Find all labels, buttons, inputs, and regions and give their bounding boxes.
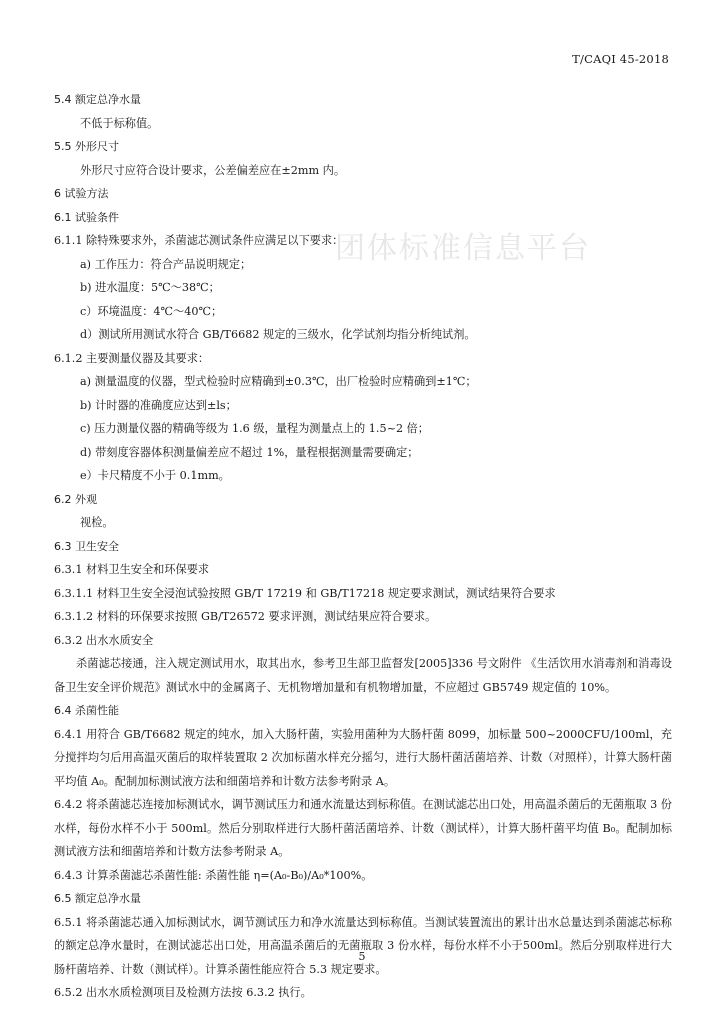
- list-item: d）测试所用测试水符合 GB/T6682 规定的三级水，化学试剂均指分析纯试剂。: [80, 328, 476, 341]
- list-item: b) 进水温度：5℃～38℃；: [80, 281, 220, 294]
- section-heading: 6.5 额定总净水量: [54, 892, 141, 905]
- section-heading: 5.4 额定总净水量: [54, 93, 141, 106]
- paragraph: 6.4.3 计算杀菌滤芯杀菌性能: 杀菌性能 η=(A₀-B₀)/A₀*100%。: [54, 868, 373, 882]
- paragraph: 杀菌滤芯接通，注入规定测试用水，取其出水，参考卫生部卫监督发[2005]336 号文附件 《生活饮用水消毒剂和消毒设备卫生安全评价规范》测试水中的金属离子、无机物增加量和有机物增加量，不应超过 GB5749 规定值的 10%。: [54, 657, 672, 694]
- document-body: [54, 88, 672, 1005]
- list-item: c) 压力测量仪器的精确等级为 1.6 级，量程为测量点上的 1.5~2 倍；: [80, 422, 429, 435]
- section-heading: 6.3 卫生安全: [54, 539, 119, 553]
- section-heading: 6 试验方法: [54, 187, 109, 200]
- section-heading: 6.2 外观: [54, 492, 97, 506]
- paragraph: 外形尺寸应符合设计要求，公差偏差应在±2mm 内。: [80, 163, 346, 177]
- list-item: a) 测量温度的仪器，型式检验时应精确到±0.3℃，出厂检验时应精确到±1℃；: [80, 375, 477, 388]
- list-item: c）环境温度：4℃～40℃；: [80, 304, 223, 318]
- page-number: 5: [358, 950, 366, 963]
- paragraph: 6.5.1 将杀菌滤芯通入加标测试水，调节测试压力和净水流量达到标称值。当测试装置流出的累计出水总量达到杀菌滤芯标称的额定总净水量时，在测试滤芯出口处，用高温杀菌后的无菌瓶取 3 份水样，每份水样不小于500ml。然后分别取样进行大肠杆菌培养、计数（测试样）。计算杀菌性能应符合 5.3 规定要求。: [54, 915, 672, 976]
- list-item: a) 工作压力：符合产品说明规定；: [80, 257, 252, 271]
- paragraph: 6.3.1.2 材料的环保要求按照 GB/T26572 要求评测，测试结果应符合要求。: [54, 610, 437, 623]
- paragraph: 6.3.1.1 材料卫生安全浸泡试验按照 GB/T 17219 和 GB/T17218 规定要求测试，测试结果符合要求: [54, 586, 556, 600]
- list-item: e）卡尺精度不小于 0.1mm。: [80, 469, 230, 482]
- paragraph: 6.4.1 用符合 GB/T6682 规定的纯水，加入大肠杆菌，实验用菌种为大肠杆菌 8099，加标量 500~2000CFU/100ml，充分搅拌均匀后用高温灭菌后的取样装置取 2 次加标菌水样充分摇匀，进行大肠杆菌活菌培养、计数（对照样），计算大肠杆菌平均值 A₀。配制加标测试液方法和细菌培养和计数方法参考附录 A。: [54, 727, 672, 788]
- list-item: d) 带刻度容器体积测量偏差应不超过 1%，量程根据测量需要确定；: [80, 445, 419, 459]
- paragraph: 6.5.2 出水水质检测项目及检测方法按 6.3.2 执行。: [54, 986, 312, 999]
- paragraph: 6.1.2 主要测量仪器及其要求：: [54, 351, 210, 365]
- standard-code: T/CAQI 45-2018: [572, 52, 669, 66]
- paragraph: 视检。: [80, 516, 114, 529]
- subsection-heading: 6.3.2 出水水质安全: [54, 633, 154, 647]
- list-item: b) 计时器的准确度应达到±ls；: [80, 398, 237, 412]
- paragraph: 6.1.1 除特殊要求外，杀菌滤芯测试条件应满足以下要求：: [54, 234, 344, 247]
- section-heading: 6.1 试验条件: [54, 210, 119, 224]
- section-heading: 6.4 杀菌性能: [54, 704, 119, 717]
- section-heading: 5.5 外形尺寸: [54, 140, 119, 153]
- subsection-heading: 6.3.1 材料卫生安全和环保要求: [54, 563, 210, 576]
- watermark: 团体标准信息平台: [335, 231, 591, 266]
- paragraph: 不低于标称值。: [80, 116, 159, 130]
- paragraph: 6.4.2 将杀菌滤芯连接加标测试水，调节测试压力和通水流量达到标称值。在测试滤芯出口处，用高温杀菌后的无菌瓶取 3 份水样，每份水样不小于 500ml。然后分别取样进行大肠杆菌活菌培养、计数（测试样），计算大肠杆菌平均值 B₀。配制加标测试液方法和细菌培养和计数方法参考附录 A。: [54, 798, 672, 858]
